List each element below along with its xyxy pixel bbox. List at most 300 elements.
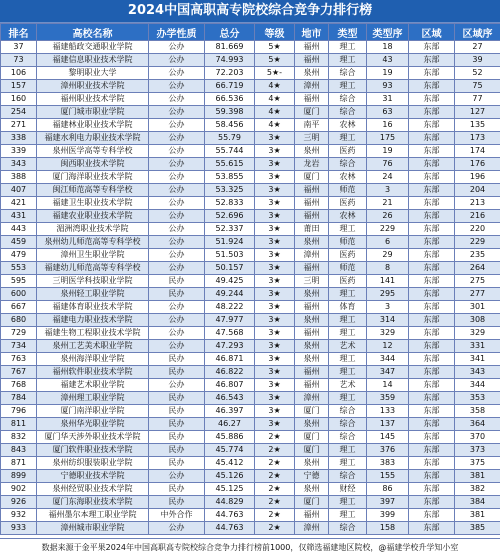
region-rank-cell: 301 — [455, 301, 500, 314]
city-cell: 泉州 — [295, 288, 329, 301]
city-cell: 漳州 — [295, 249, 329, 262]
city-cell: 龙岩 — [295, 158, 329, 171]
school-name-cell: 福建艺术职业学院 — [37, 379, 149, 392]
total-score-cell: 46.822 — [205, 366, 255, 379]
school-name-cell: 厦门软件职业技术学院 — [37, 444, 149, 457]
ownership-cell: 民办 — [149, 275, 205, 288]
school-name-cell: 漳州卫生职业学院 — [37, 249, 149, 262]
rank-cell: 734 — [1, 340, 37, 353]
school-name-cell: 闽西职业技术学院 — [37, 158, 149, 171]
rank-cell: 443 — [1, 223, 37, 236]
type-cell: 理工 — [329, 509, 367, 522]
type-rank-cell: 359 — [367, 392, 409, 405]
ownership-cell: 民办 — [149, 366, 205, 379]
region-rank-cell: 373 — [455, 444, 500, 457]
type-cell: 师范 — [329, 262, 367, 275]
rank-cell: 811 — [1, 418, 37, 431]
region-rank-cell: 353 — [455, 392, 500, 405]
school-name-cell: 福州软件职业技术学院 — [37, 366, 149, 379]
rank-cell: 796 — [1, 405, 37, 418]
rank-cell: 388 — [1, 171, 37, 184]
city-cell: 福州 — [295, 262, 329, 275]
city-cell: 福州 — [295, 41, 329, 54]
grade-cell: 3★ — [255, 210, 295, 223]
table-header-row — [1, 24, 500, 41]
school-name-cell: 福建生物工程职业技术学院 — [37, 327, 149, 340]
region-rank-cell: 385 — [455, 522, 500, 535]
rank-cell: 106 — [1, 67, 37, 80]
header-school-name: 高校名称 — [37, 24, 149, 41]
header-total-score: 总分 — [205, 24, 255, 41]
type-rank-cell: 63 — [367, 106, 409, 119]
region-cell: 东部 — [409, 249, 455, 262]
ownership-cell: 公办 — [149, 54, 205, 67]
total-score-cell: 53.855 — [205, 171, 255, 184]
ownership-cell: 公办 — [149, 301, 205, 314]
total-score-cell: 47.568 — [205, 327, 255, 340]
total-score-cell: 55.79 — [205, 132, 255, 145]
school-name-cell: 泉州海洋职业学院 — [37, 353, 149, 366]
table-row — [1, 366, 500, 379]
total-score-cell: 51.503 — [205, 249, 255, 262]
region-cell: 东部 — [409, 431, 455, 444]
grade-cell: 3★ — [255, 405, 295, 418]
total-score-cell: 81.669 — [205, 41, 255, 54]
type-cell: 理工 — [329, 366, 367, 379]
type-cell: 医药 — [329, 275, 367, 288]
header-rank: 排名 — [1, 24, 37, 41]
ownership-cell: 公办 — [149, 314, 205, 327]
ownership-cell: 公办 — [149, 522, 205, 535]
type-cell: 综合 — [329, 158, 367, 171]
rank-cell: 933 — [1, 522, 37, 535]
city-cell: 福州 — [295, 301, 329, 314]
region-cell: 东部 — [409, 67, 455, 80]
table-row — [1, 327, 500, 340]
school-name-cell: 福建幼儿师范高等专科学校 — [37, 262, 149, 275]
ownership-cell: 民办 — [149, 353, 205, 366]
ownership-cell: 民办 — [149, 431, 205, 444]
table-row — [1, 54, 500, 67]
table-row — [1, 262, 500, 275]
rank-cell: 729 — [1, 327, 37, 340]
total-score-cell: 46.543 — [205, 392, 255, 405]
region-cell: 东部 — [409, 301, 455, 314]
type-cell: 理工 — [329, 41, 367, 54]
school-name-cell: 福建信息职业技术学院 — [37, 54, 149, 67]
type-rank-cell: 133 — [367, 405, 409, 418]
ownership-cell: 中外合作 — [149, 509, 205, 522]
region-rank-cell: 75 — [455, 80, 500, 93]
total-score-cell: 55.744 — [205, 145, 255, 158]
type-cell: 综合 — [329, 522, 367, 535]
ownership-cell: 民办 — [149, 496, 205, 509]
rank-cell: 73 — [1, 54, 37, 67]
city-cell: 厦门 — [295, 431, 329, 444]
school-name-cell: 福州职业技术学院 — [37, 93, 149, 106]
type-rank-cell: 314 — [367, 314, 409, 327]
grade-cell: 2★ — [255, 509, 295, 522]
region-cell: 东部 — [409, 379, 455, 392]
city-cell: 泉州 — [295, 67, 329, 80]
rank-cell: 157 — [1, 80, 37, 93]
region-rank-cell: 381 — [455, 509, 500, 522]
table-row — [1, 418, 500, 431]
total-score-cell: 72.203 — [205, 67, 255, 80]
type-rank-cell: 175 — [367, 132, 409, 145]
city-cell: 三明 — [295, 132, 329, 145]
grade-cell: 3★ — [255, 171, 295, 184]
city-cell: 福州 — [295, 93, 329, 106]
region-rank-cell: 213 — [455, 197, 500, 210]
city-cell: 厦门 — [295, 106, 329, 119]
city-cell: 三明 — [295, 275, 329, 288]
grade-cell: 3★ — [255, 249, 295, 262]
grade-cell: 2★ — [255, 457, 295, 470]
grade-cell: 5★ — [255, 41, 295, 54]
grade-cell: 2★ — [255, 483, 295, 496]
type-cell: 综合 — [329, 418, 367, 431]
grade-cell: 3★ — [255, 379, 295, 392]
rank-cell: 832 — [1, 431, 37, 444]
region-cell: 东部 — [409, 54, 455, 67]
school-name-cell: 宁德职业技术学院 — [37, 470, 149, 483]
grade-cell: 2★ — [255, 496, 295, 509]
city-cell: 泉州 — [295, 145, 329, 158]
type-cell: 医药 — [329, 249, 367, 262]
table-row — [1, 353, 500, 366]
region-rank-cell: 308 — [455, 314, 500, 327]
type-rank-cell: 295 — [367, 288, 409, 301]
table-row — [1, 509, 500, 522]
region-cell: 东部 — [409, 80, 455, 93]
table-row — [1, 223, 500, 236]
region-cell: 东部 — [409, 197, 455, 210]
region-cell: 东部 — [409, 457, 455, 470]
region-rank-cell: 135 — [455, 119, 500, 132]
type-rank-cell: 26 — [367, 210, 409, 223]
grade-cell: 3★ — [255, 275, 295, 288]
ownership-cell: 公办 — [149, 80, 205, 93]
region-cell: 东部 — [409, 483, 455, 496]
region-rank-cell: 329 — [455, 327, 500, 340]
total-score-cell: 44.829 — [205, 496, 255, 509]
region-cell: 东部 — [409, 314, 455, 327]
table-row — [1, 132, 500, 145]
city-cell: 泉州 — [295, 418, 329, 431]
rank-cell: 254 — [1, 106, 37, 119]
total-score-cell: 44.763 — [205, 509, 255, 522]
rank-cell: 271 — [1, 119, 37, 132]
ownership-cell: 民办 — [149, 405, 205, 418]
ownership-cell: 公办 — [149, 236, 205, 249]
type-cell: 理工 — [329, 54, 367, 67]
type-cell: 综合 — [329, 67, 367, 80]
grade-cell: 3★ — [255, 145, 295, 158]
header-region-rank: 区域序 — [455, 24, 500, 41]
ownership-cell: 公办 — [149, 171, 205, 184]
total-score-cell: 46.807 — [205, 379, 255, 392]
grade-cell: 3★ — [255, 236, 295, 249]
type-cell: 综合 — [329, 405, 367, 418]
grade-cell: 3★ — [255, 327, 295, 340]
rank-cell: 763 — [1, 353, 37, 366]
header-city: 地市 — [295, 24, 329, 41]
table-row — [1, 444, 500, 457]
type-rank-cell: 43 — [367, 54, 409, 67]
rank-cell: 343 — [1, 158, 37, 171]
city-cell: 福州 — [295, 210, 329, 223]
grade-cell: 3★ — [255, 314, 295, 327]
grade-cell: 4★ — [255, 106, 295, 119]
type-cell: 师范 — [329, 236, 367, 249]
city-cell: 福州 — [295, 197, 329, 210]
region-cell: 东部 — [409, 93, 455, 106]
rank-cell: 338 — [1, 132, 37, 145]
total-score-cell: 50.157 — [205, 262, 255, 275]
city-cell: 厦门 — [295, 496, 329, 509]
table-row — [1, 392, 500, 405]
table-row — [1, 457, 500, 470]
type-cell: 理工 — [329, 314, 367, 327]
region-rank-cell: 277 — [455, 288, 500, 301]
school-name-cell: 泉州医学高等专科学校 — [37, 145, 149, 158]
type-cell: 理工 — [329, 327, 367, 340]
type-cell: 医药 — [329, 197, 367, 210]
type-rank-cell: 137 — [367, 418, 409, 431]
type-rank-cell: 141 — [367, 275, 409, 288]
total-score-cell: 44.763 — [205, 522, 255, 535]
region-cell: 东部 — [409, 106, 455, 119]
school-name-cell: 泉州工艺美术职业学院 — [37, 340, 149, 353]
type-cell: 理工 — [329, 288, 367, 301]
header-type: 类型 — [329, 24, 367, 41]
type-rank-cell: 93 — [367, 80, 409, 93]
grade-cell: 3★ — [255, 301, 295, 314]
region-cell: 东部 — [409, 262, 455, 275]
school-name-cell: 闽江师范高等专科学校 — [37, 184, 149, 197]
grade-cell: 4★ — [255, 80, 295, 93]
table-row — [1, 171, 500, 184]
total-score-cell: 51.924 — [205, 236, 255, 249]
region-rank-cell: 52 — [455, 67, 500, 80]
region-cell: 东部 — [409, 353, 455, 366]
ownership-cell: 公办 — [149, 184, 205, 197]
school-name-cell: 福建水利电力职业技术学院 — [37, 132, 149, 145]
page-title: 2024中国高职高专院校综合竞争力排行榜 — [0, 0, 500, 23]
ownership-cell: 民办 — [149, 392, 205, 405]
type-rank-cell: 397 — [367, 496, 409, 509]
type-cell: 综合 — [329, 93, 367, 106]
type-rank-cell: 12 — [367, 340, 409, 353]
type-rank-cell: 6 — [367, 236, 409, 249]
city-cell: 厦门 — [295, 405, 329, 418]
type-rank-cell: 329 — [367, 327, 409, 340]
type-rank-cell: 29 — [367, 249, 409, 262]
region-cell: 东部 — [409, 470, 455, 483]
table-row — [1, 379, 500, 392]
school-name-cell: 黎明职业大学 — [37, 67, 149, 80]
grade-cell: 3★ — [255, 418, 295, 431]
city-cell: 福州 — [295, 379, 329, 392]
school-name-cell: 厦门华天涉外职业技术学院 — [37, 431, 149, 444]
source-footnote: 数据来源于金平果2024年中国高职高专院校综合竞争力排行榜前1000，仅筛选福建地区院校，@福建学校升学知小室 — [0, 538, 500, 557]
region-cell: 东部 — [409, 444, 455, 457]
region-rank-cell: 341 — [455, 353, 500, 366]
table-row — [1, 236, 500, 249]
table-row — [1, 67, 500, 80]
school-name-cell: 漳州城市职业学院 — [37, 522, 149, 535]
rank-cell: 667 — [1, 301, 37, 314]
school-name-cell: 厦门海洋职业技术学院 — [37, 171, 149, 184]
school-name-cell: 漳州理工职业学院 — [37, 392, 149, 405]
rank-cell: 407 — [1, 184, 37, 197]
city-cell: 泉州 — [295, 483, 329, 496]
city-cell: 泉州 — [295, 236, 329, 249]
grade-cell: 3★ — [255, 223, 295, 236]
region-rank-cell: 375 — [455, 457, 500, 470]
ownership-cell: 公办 — [149, 119, 205, 132]
city-cell: 漳州 — [295, 392, 329, 405]
city-cell: 泉州 — [295, 314, 329, 327]
school-name-cell: 泉州经贸职业技术学院 — [37, 483, 149, 496]
school-name-cell: 福建体育职业技术学院 — [37, 301, 149, 314]
region-cell: 东部 — [409, 41, 455, 54]
total-score-cell: 52.833 — [205, 197, 255, 210]
rank-cell: 421 — [1, 197, 37, 210]
rank-cell: 600 — [1, 288, 37, 301]
type-cell: 师范 — [329, 184, 367, 197]
school-name-cell: 厦门东海职业技术学院 — [37, 496, 149, 509]
region-cell: 东部 — [409, 145, 455, 158]
table-row — [1, 340, 500, 353]
ownership-cell: 民办 — [149, 444, 205, 457]
school-name-cell: 福建农业职业技术学院 — [37, 210, 149, 223]
table-row — [1, 210, 500, 223]
grade-cell: 5★ — [255, 54, 295, 67]
rank-cell: 431 — [1, 210, 37, 223]
type-rank-cell: 383 — [367, 457, 409, 470]
city-cell: 厦门 — [295, 444, 329, 457]
type-rank-cell: 347 — [367, 366, 409, 379]
rank-cell: 871 — [1, 457, 37, 470]
type-rank-cell: 21 — [367, 197, 409, 210]
type-rank-cell: 158 — [367, 522, 409, 535]
rank-cell: 899 — [1, 470, 37, 483]
header-type-rank: 类型序 — [367, 24, 409, 41]
type-cell: 农林 — [329, 119, 367, 132]
ownership-cell: 公办 — [149, 158, 205, 171]
region-rank-cell: 127 — [455, 106, 500, 119]
region-cell: 东部 — [409, 275, 455, 288]
table-row — [1, 184, 500, 197]
region-cell: 东部 — [409, 392, 455, 405]
type-cell: 农林 — [329, 210, 367, 223]
type-cell: 理工 — [329, 392, 367, 405]
grade-cell: 4★ — [255, 93, 295, 106]
total-score-cell: 52.696 — [205, 210, 255, 223]
region-cell: 东部 — [409, 366, 455, 379]
type-rank-cell: 344 — [367, 353, 409, 366]
table-row — [1, 431, 500, 444]
region-rank-cell: 204 — [455, 184, 500, 197]
total-score-cell: 45.774 — [205, 444, 255, 457]
ownership-cell: 公办 — [149, 106, 205, 119]
table-row — [1, 106, 500, 119]
rank-cell: 902 — [1, 483, 37, 496]
ownership-cell: 公办 — [149, 340, 205, 353]
region-rank-cell: 229 — [455, 236, 500, 249]
school-name-cell: 福建林业职业技术学院 — [37, 119, 149, 132]
total-score-cell: 47.293 — [205, 340, 255, 353]
region-rank-cell: 384 — [455, 496, 500, 509]
total-score-cell: 59.398 — [205, 106, 255, 119]
type-cell: 艺术 — [329, 379, 367, 392]
type-rank-cell: 19 — [367, 67, 409, 80]
ownership-cell: 公办 — [149, 210, 205, 223]
total-score-cell: 58.456 — [205, 119, 255, 132]
grade-cell: 3★ — [255, 340, 295, 353]
region-rank-cell: 331 — [455, 340, 500, 353]
type-rank-cell: 3 — [367, 301, 409, 314]
city-cell: 南平 — [295, 119, 329, 132]
region-cell: 东部 — [409, 132, 455, 145]
type-cell: 农林 — [329, 171, 367, 184]
type-rank-cell: 145 — [367, 431, 409, 444]
region-cell: 东部 — [409, 522, 455, 535]
table-row — [1, 470, 500, 483]
type-rank-cell: 76 — [367, 158, 409, 171]
ownership-cell: 公办 — [149, 249, 205, 262]
rank-cell: 479 — [1, 249, 37, 262]
school-name-cell: 福建电力职业技术学院 — [37, 314, 149, 327]
school-name-cell: 漳州职业技术学院 — [37, 80, 149, 93]
grade-cell: 3★ — [255, 353, 295, 366]
grade-cell: 2★ — [255, 431, 295, 444]
city-cell: 宁德 — [295, 470, 329, 483]
type-rank-cell: 399 — [367, 509, 409, 522]
total-score-cell: 45.125 — [205, 483, 255, 496]
region-cell: 东部 — [409, 158, 455, 171]
type-cell: 综合 — [329, 431, 367, 444]
region-rank-cell: 235 — [455, 249, 500, 262]
total-score-cell: 46.397 — [205, 405, 255, 418]
region-rank-cell: 173 — [455, 132, 500, 145]
type-rank-cell: 18 — [367, 41, 409, 54]
total-score-cell: 52.337 — [205, 223, 255, 236]
ownership-cell: 公办 — [149, 145, 205, 158]
type-rank-cell: 24 — [367, 171, 409, 184]
total-score-cell: 49.244 — [205, 288, 255, 301]
school-name-cell: 福建卫生职业技术学院 — [37, 197, 149, 210]
region-cell: 东部 — [409, 223, 455, 236]
table-row — [1, 301, 500, 314]
region-cell: 东部 — [409, 340, 455, 353]
table-row — [1, 41, 500, 54]
rank-cell: 595 — [1, 275, 37, 288]
total-score-cell: 45.412 — [205, 457, 255, 470]
city-cell: 福州 — [295, 509, 329, 522]
region-cell: 东部 — [409, 210, 455, 223]
city-cell: 泉州 — [295, 457, 329, 470]
type-cell: 理工 — [329, 223, 367, 236]
table-row — [1, 496, 500, 509]
type-cell: 理工 — [329, 496, 367, 509]
ownership-cell: 民办 — [149, 483, 205, 496]
region-rank-cell: 216 — [455, 210, 500, 223]
city-cell: 漳州 — [295, 522, 329, 535]
ranking-table — [0, 23, 500, 535]
